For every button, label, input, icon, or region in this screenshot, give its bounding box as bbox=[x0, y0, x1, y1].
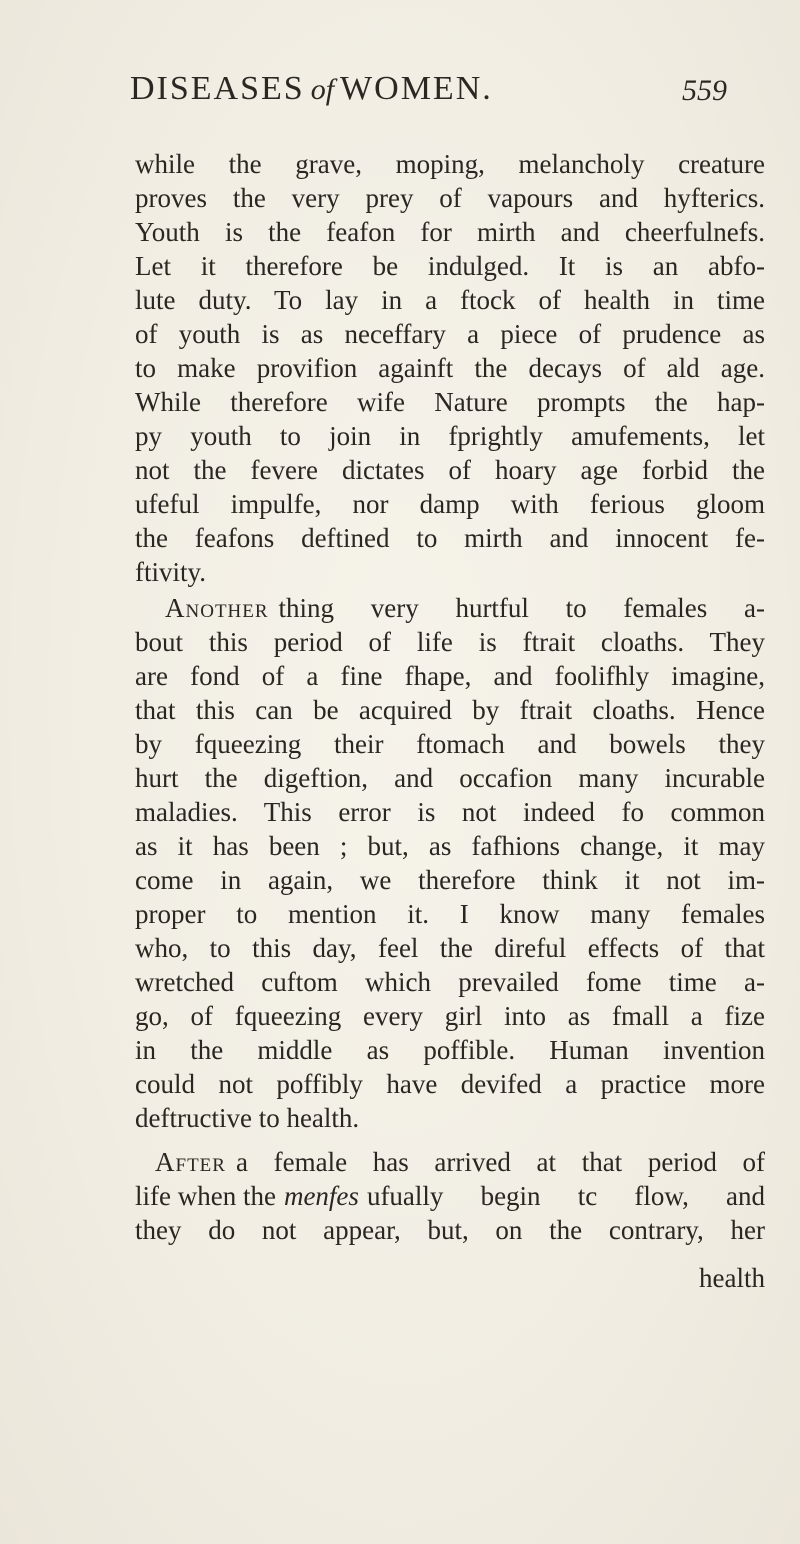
small-caps-word: After bbox=[155, 1147, 226, 1177]
text-line: of youth is as neceffary a piece of prudence as bbox=[135, 319, 765, 349]
mixed-text-line bbox=[135, 1180, 765, 1212]
text-line: ufeful impulfe, nor damp with ferious gloom bbox=[135, 489, 765, 519]
text-line: Youth is the feafon for mirth and cheerfulnefs. bbox=[135, 217, 765, 247]
catchword: health bbox=[699, 1263, 765, 1293]
text-line: who, to this day, feel the direful effects of that bbox=[135, 933, 765, 963]
text-line: they do not appear, but, on the contrary, her bbox=[135, 1215, 765, 1245]
text-line: the feafons deftined to mirth and innocent fe- bbox=[135, 523, 765, 553]
text-line: proves the very prey of vapours and hyfterics. bbox=[135, 183, 765, 213]
text-line: py youth to join in fprightly amufements, let bbox=[135, 421, 765, 451]
text-line: maladies. This error is not indeed fo common bbox=[135, 797, 765, 827]
running-head-of: of bbox=[310, 73, 335, 106]
text-line: hurt the digeftion, and occafion many incurable bbox=[135, 763, 765, 793]
text-line: a female has arrived at that period of bbox=[235, 1147, 765, 1177]
text-line: while the grave, moping, melancholy creature bbox=[135, 149, 765, 179]
text-line: that this can be acquired by ftrait cloaths. Hence bbox=[135, 695, 765, 725]
text-segment: ufually begin tc flow, and bbox=[366, 1181, 765, 1211]
text-line: bout this period of life is ftrait cloaths. They bbox=[135, 627, 765, 657]
text-line: wretched cuftom which prevailed fome time a- bbox=[135, 967, 765, 997]
text-segment: life when the bbox=[135, 1181, 276, 1211]
text-line: While therefore wife Nature prompts the hap- bbox=[135, 387, 765, 417]
page-number: 559 bbox=[682, 74, 727, 107]
text-line: deftructive to health. bbox=[135, 1103, 360, 1133]
italic-word: menfes bbox=[283, 1181, 359, 1211]
text-line: Let it therefore be indulged. It is an abfo- bbox=[135, 251, 765, 281]
text-line: are fond of a fine fhape, and foolifhly imagine, bbox=[135, 661, 765, 691]
text-line: ftivity. bbox=[135, 557, 206, 587]
small-caps-word: Another bbox=[165, 593, 269, 623]
text-line: as it has been ; but, as fafhions change, it may bbox=[135, 831, 765, 861]
paragraph-start-line bbox=[155, 1146, 765, 1178]
text-line: go, of fqueezing every girl into as fmall a fize bbox=[135, 1001, 765, 1031]
text-line: lute duty. To lay in a ftock of health in time bbox=[135, 285, 765, 315]
text-line: thing very hurtful to females a- bbox=[278, 593, 765, 623]
text-line: in the middle as poffible. Human invention bbox=[135, 1035, 765, 1065]
text-line: by fqueezing their ftomach and bowels they bbox=[135, 729, 765, 759]
text-line: to make provifion againft the decays of ald age. bbox=[135, 353, 765, 383]
running-head-left: DISEASES bbox=[130, 70, 305, 107]
text-line: come in again, we therefore think it not im- bbox=[135, 865, 765, 895]
text-line: proper to mention it. I know many females bbox=[135, 899, 765, 929]
paragraph-start-line bbox=[165, 592, 765, 624]
running-head-right: WOMEN. bbox=[340, 70, 493, 107]
text-line: could not poffibly have devifed a practice more bbox=[135, 1069, 765, 1099]
text-line: not the fevere dictates of hoary age forbid the bbox=[135, 455, 765, 485]
